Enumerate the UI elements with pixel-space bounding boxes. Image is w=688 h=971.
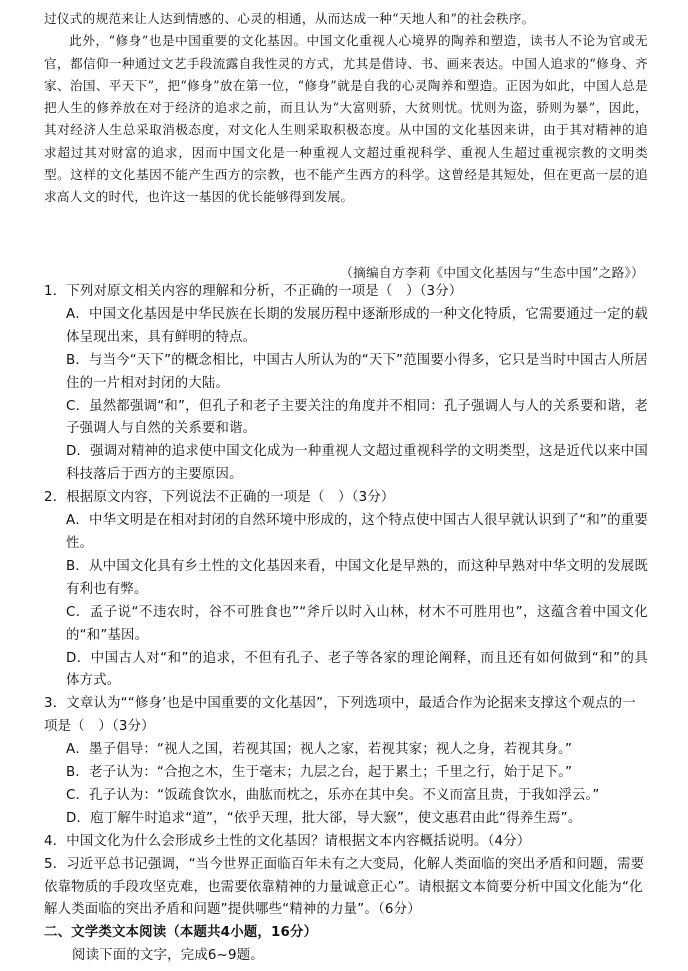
- question-2: [44, 487, 648, 693]
- section-instruction: 阅读下面的文字，完成6~9题。: [72, 948, 264, 964]
- question-2-option-c: C．孟子说“不违农时，谷不可胜食也”“斧斤以时入山林，材木不可胜用也”，这蕴含着中国文化的“和”基因。: [66, 604, 648, 643]
- question-3-option-b: B．老子认为：“合抱之木，生于毫末；九层之台，起于累土；千里之行，始于足下。”: [66, 765, 573, 781]
- passage-paragraph-1: 过仪式的规范来让人达到情感的、心灵的相通，从而达成一种“天地人和”的社会秩序。: [44, 11, 535, 26]
- reading-passage: [44, 8, 648, 209]
- question-list: [44, 281, 648, 968]
- question-2-stem: 2．根据原文内容，下列说法不正确的一项是（ ）（3分）: [44, 490, 395, 506]
- question-1-stem: 1．下列对原文相关内容的理解和分析，不正确的一项是（ ）（3分）: [44, 284, 463, 299]
- question-2-option-b: B．从中国文化具有乡土性的文化基因来看，中国文化是早熟的，而这种早熟对中华文明的发展既有利也有弊。: [66, 558, 648, 597]
- question-1-option-c: C．虽然都强调“和”，但孔子和老子主要关注的角度并不相同：孔子强调人与人的关系要和谐，老子强调人与自然的关系要和谐。: [66, 398, 648, 437]
- passage-paragraph-2: 此外，“修身”也是中国重要的文化基因。中国文化重视人心境界的陶养和塑造，读书人不论为官或无官，都信仰一种通过文艺手段流露自我性灵的方式，尤其是借诗、书、画来表达。中国人追求的“修身、齐家、治国、平天下”，把“修身”放在第一位，“修身”就是自我的心灵陶养和塑造。正因为如此，中国人总是把人生的修养放在对于经济的追求之前，而且认为“大富则骄，大贫则忧。忧则为盗，骄则为暴”，因此，其对经济人生总采取消极态度，对文化人生则采取积极态度。从中国的文化基因来讲，由于其对精神的追求超过其对财富的追求，因而中国文化是一种重视人文超过重视科学、重视人生超过重视宗教的文明类型。这样的文化基因不能产生西方的宗教，也不能产生西方的科学。这曾经是其短处，但在更高一层的追求高人文的时代，也许这一基因的优长能够得到发展。: [44, 33, 648, 205]
- question-3-option-c: C．孔子认为：“饭疏食饮水，曲肱而枕之，乐亦在其中矣。不义而富且贵，于我如浮云。”: [66, 787, 600, 803]
- question-1-option-d: D．强调对精神的追求使中国文化成为一种重视人文超过重视科学的文明类型，这是近代以来中国科技落后于西方的主要原因。: [66, 444, 648, 483]
- passage-source: （摘编自方李莉《中国文化基因与“生态中国”之路》）: [340, 265, 644, 280]
- question-5-stem: 5．习近平总书记强调，“当今世界正面临百年未有之大变局，化解人类面临的突出矛盾和问题，需要依靠物质的手段攻坚克难，也需要依靠精神的力量诚意正心”。请根据文本简要分析中国文化能为“化解人类面临的突出矛盾和问题”提供哪些“精神的力量”。（6分）: [44, 856, 645, 918]
- section-heading: 二、文学类文本阅读（本题共4小题，16分）: [44, 925, 318, 941]
- question-3-option-a: A．墨子倡导：“视人之国，若视其国；视人之家，若视其家；视人之身，若视其身。”: [66, 742, 573, 758]
- question-4-stem: 4．中国文化为什么会形成乡土性的文化基因？请根据文本内容概括说明。（4分）: [44, 833, 531, 849]
- question-1-option-a: A．中国文化基因是中华民族在长期的发展历程中逐渐形成的一种文化特质，它需要通过一定的载体呈现出来，具有鲜明的特点。: [66, 306, 648, 345]
- question-4: [44, 831, 648, 854]
- question-3: [44, 693, 648, 830]
- question-3-stem: 3．文章认为““修身’也是中国重要的文化基因”，下列选项中，最适合作为论据来支撑这个观点的一项是（ ）（3分）: [44, 696, 636, 735]
- question-3-option-d: D．庖丁解牛时追求“道”，“依乎天理，批大郤，导大窾”，使文惠君由此“得养生焉”。: [66, 810, 582, 826]
- question-2-option-a: A．中华文明是在相对封闭的自然环境中形成的，这个特点使中国古人很早就认识到了“和”的重要性。: [66, 513, 648, 551]
- question-2-option-d: D．中国古人对“和”的追求，不但有孔子、老子等各家的理论阐释，而且还有如何做到“和”的具体方式。: [66, 650, 648, 689]
- question-1: [44, 281, 648, 487]
- question-1-option-b: B．与当今“天下”的概念相比，中国古人所认为的“天下”范围要小得多，它只是当时中国古人所居住的一片相对封闭的大陆。: [66, 352, 648, 391]
- question-5: [44, 854, 648, 923]
